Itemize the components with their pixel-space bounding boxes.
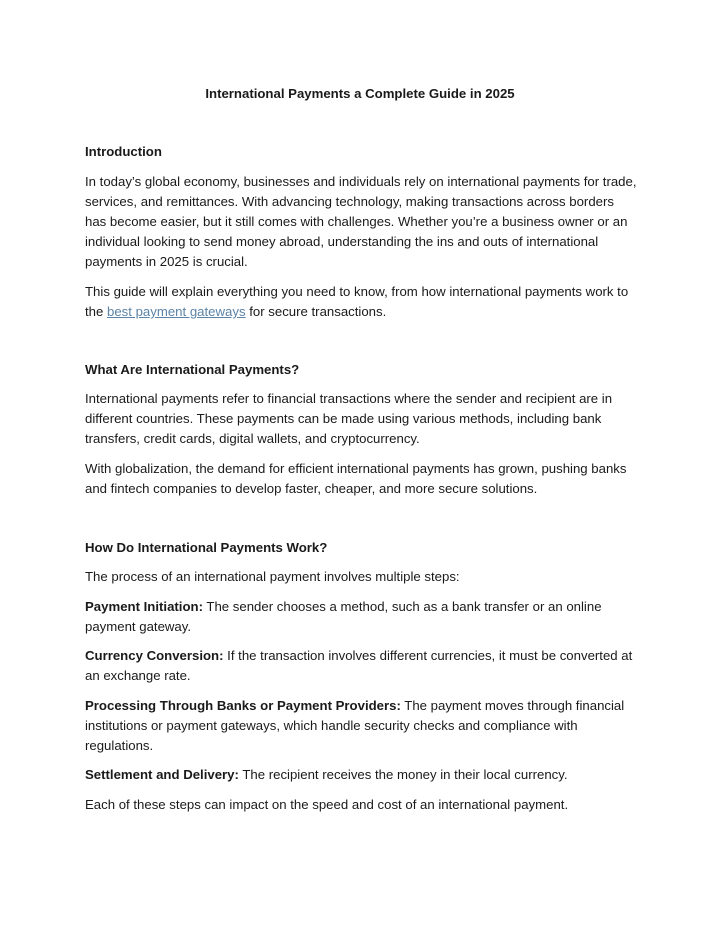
intro-paragraph-2 [85,282,637,322]
intro-paragraph-1: In today’s global economy, businesses and individuals rely on international payments for trade, services, and remittances. With advancing technology, making transactions across borders has become easier, but it still comes with challenges. Whether you’re a business owner or an individual looking to send money abroad, understanding the ins and outs of international payments in 2025 is crucial. [85,174,637,269]
step-currency-conversion [85,646,637,686]
step-text: The recipient receives the money in their local currency. [238,767,568,782]
step-settlement [85,765,637,785]
what-paragraph-1: International payments refer to financial transactions where the sender and recipient are in different countries. These payments can be made using various methods, including bank transfers, credit cards, digital wallets, and cryptocurrency. [85,391,613,446]
step-label: Processing Through Banks or Payment Providers: [85,698,401,713]
section-heading-how: How Do International Payments Work? [85,540,328,555]
section-heading-introduction: Introduction [85,144,162,159]
step-label: Settlement and Delivery: [85,767,239,782]
what-paragraph-2: With globalization, the demand for efficient international payments has grown, pushing banks and fintech companies to develop faster, cheaper, and more secure solutions. [85,461,627,496]
step-text: If the transaction involves different currencies, it must be converted at an exchange rate. [85,648,633,683]
how-closing: Each of these steps can impact on the speed and cost of an international payment. [85,797,569,812]
step-text: The payment moves through financial institutions or payment gateways, which handle security checks and compliance with regulations. [85,698,625,753]
step-label: Payment Initiation: [85,599,203,614]
section-heading-what: What Are International Payments? [85,362,300,377]
best-payment-gateways-link[interactable]: best payment gateways [107,304,246,319]
how-intro: The process of an international payment involves multiple steps: [85,569,460,584]
step-processing [85,696,637,756]
document-title: International Payments a Complete Guide in 2025 [205,86,515,101]
step-text: The sender chooses a method, such as a bank transfer or an online payment gateway. [85,599,602,634]
intro-paragraph-2-end: for secure transactions. [245,304,387,319]
step-payment-initiation [85,597,637,637]
step-label: Currency Conversion: [85,648,224,663]
intro-paragraph-2-start: This guide will explain everything you need to know, from how international payments work to the [85,284,629,319]
